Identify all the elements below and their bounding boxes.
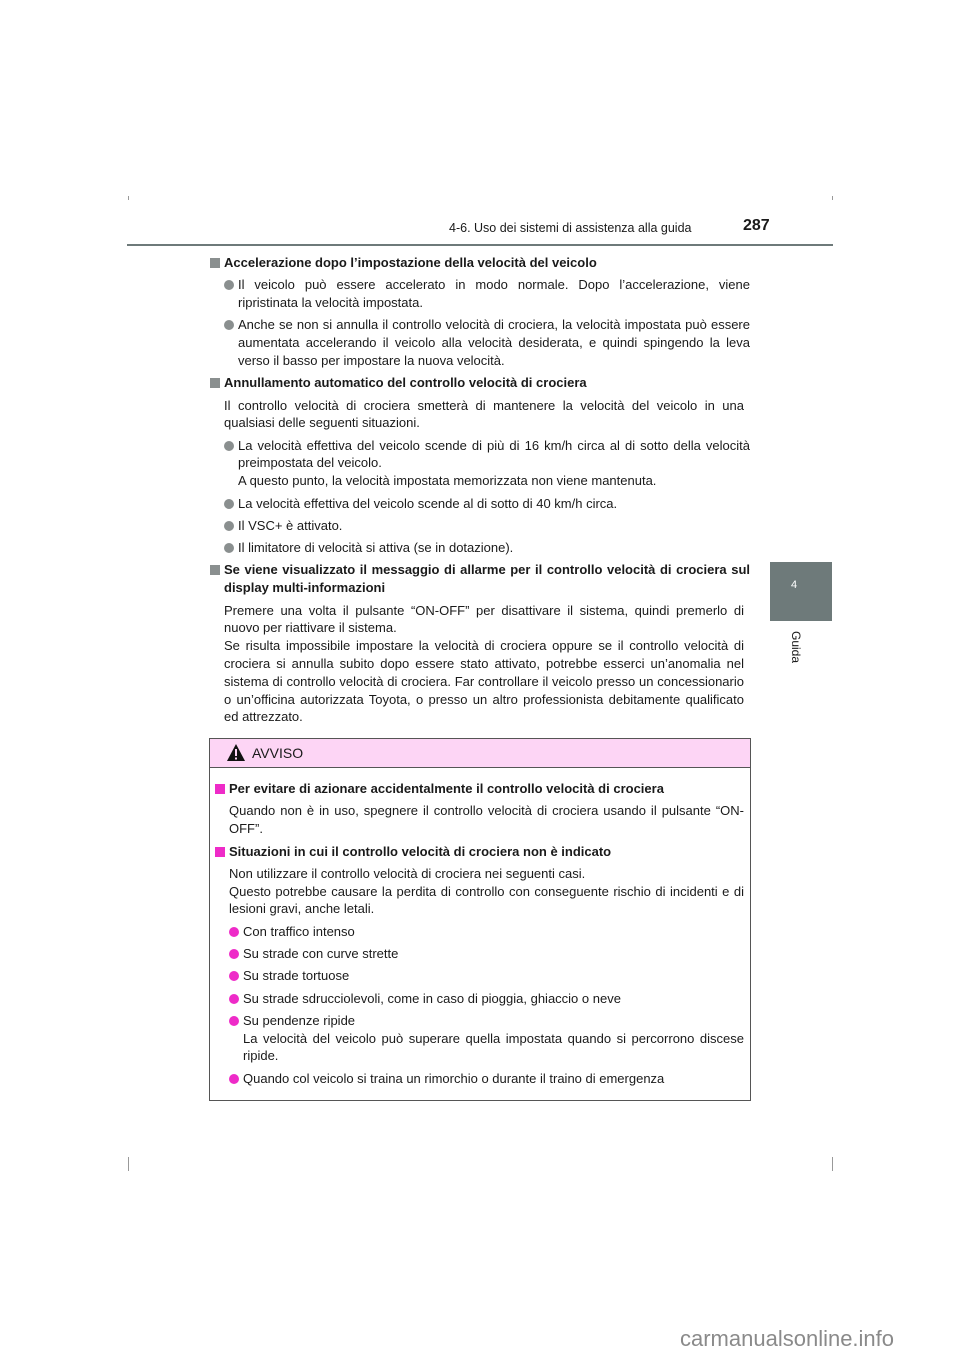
bullet-item: La velocità effettiva del veicolo scende di più di 16 km/h circa al di sotto della velocità preimpostata del veicolo. A questo punto, la velocità impostata memorizzata non viene mantenuta. xyxy=(210,437,750,490)
round-bullet-icon xyxy=(224,521,234,531)
round-bullet-icon xyxy=(229,927,239,937)
round-bullet-icon xyxy=(229,971,239,981)
warning-title: AVVISO xyxy=(252,745,304,762)
paragraph: Non utilizzare il controllo velocità di crociera nei seguenti casi. Questo potrebbe causare la perdita di controllo con conseguente rischio di incidenti e di lesioni gravi, anche letali. xyxy=(229,865,744,917)
square-bullet-icon xyxy=(210,565,220,575)
round-bullet-icon xyxy=(229,1016,239,1026)
heading: Annullamento automatico del controllo velocità di crociera xyxy=(210,374,750,392)
paragraph: Il controllo velocità di crociera smetterà di mantenere la velocità del veicolo in una qualsiasi delle seguenti situazioni. xyxy=(224,397,744,431)
bullet-item: Il limitatore di velocità si attiva (se in dotazione). xyxy=(210,539,750,557)
round-bullet-icon xyxy=(229,949,239,959)
crop-mark xyxy=(832,196,833,200)
bullet-item: Su strade con curve strette xyxy=(215,945,744,963)
bullet-item: Su strade tortuose xyxy=(215,967,744,985)
watermark: carmanualsonline.info xyxy=(680,1326,895,1351)
heading: Accelerazione dopo l’impostazione della velocità del veicolo xyxy=(210,254,750,272)
main-content xyxy=(210,254,750,1101)
square-bullet-icon xyxy=(210,258,220,268)
crop-mark xyxy=(128,196,129,200)
round-bullet-icon xyxy=(224,320,234,330)
paragraph: Premere una volta il pulsante “ON-OFF” per disattivare il sistema, quindi premerlo di nuovo per riattivare il sistema. Se risulta impossibile impostare la velocità di crociera oppure se il controllo velocità di crociera si annulla subito dopo essere stato attivato, potrebbe esserci un’anomalia nel sistema di controllo velocità di crociera. Far controllare il veicolo presso un concessionario o un’officina autorizzata Toyota, o presso un altro professionista debitamente qualificato ed attrezzato. xyxy=(224,602,744,725)
chapter-tab xyxy=(770,562,832,621)
round-bullet-icon xyxy=(229,1074,239,1084)
warning-triangle-icon xyxy=(226,743,246,762)
chapter-number: 4 xyxy=(791,579,798,591)
bullet-item: Con traffico intenso xyxy=(215,923,744,941)
round-bullet-icon xyxy=(229,994,239,1004)
heading: Se viene visualizzato il messaggio di allarme per il controllo velocità di crociera sul display multi-informazioni xyxy=(210,561,750,597)
warning-body xyxy=(210,768,750,1100)
bullet-item: Il veicolo può essere accelerato in modo normale. Dopo l’accelerazione, viene ripristinata la velocità impostata. xyxy=(210,276,750,312)
bullet-item: La velocità effettiva del veicolo scende al di sotto di 40 km/h circa. xyxy=(210,495,750,513)
page-number: 287 xyxy=(743,217,770,234)
paragraph: Quando non è in uso, spegnere il controllo velocità di crociera usando il pulsante “ON-OFF”. xyxy=(229,803,744,837)
section-title: 4-6. Uso dei sistemi di assistenza alla guida xyxy=(449,221,692,235)
round-bullet-icon xyxy=(224,499,234,509)
bullet-item: Su pendenze ripide La velocità del veicolo può superare quella impostata quando si percorrono discese ripide. xyxy=(215,1012,744,1065)
heading: Situazioni in cui il controllo velocità di crociera non è indicato xyxy=(215,843,744,861)
square-bullet-icon xyxy=(215,847,225,857)
warning-box xyxy=(209,738,751,1101)
warning-header xyxy=(210,739,750,768)
bullet-item: Quando col veicolo si traina un rimorchio o durante il traino di emergenza xyxy=(215,1070,744,1088)
heading: Per evitare di azionare accidentalmente il controllo velocità di crociera xyxy=(215,780,744,798)
chapter-label: Guida xyxy=(789,630,804,664)
round-bullet-icon xyxy=(224,441,234,451)
square-bullet-icon xyxy=(210,378,220,388)
round-bullet-icon xyxy=(224,543,234,553)
crop-mark xyxy=(832,1157,833,1171)
crop-mark xyxy=(128,1157,129,1171)
bullet-item: Anche se non si annulla il controllo velocità di crociera, la velocità impostata può essere aumentata accelerando il veicolo alla velocità desiderata, e quindi spingendo la leva verso il basso per impostare la nuova velocità. xyxy=(210,316,750,369)
round-bullet-icon xyxy=(224,280,234,290)
square-bullet-icon xyxy=(215,784,225,794)
bullet-item: Su strade sdrucciolevoli, come in caso di pioggia, ghiaccio o neve xyxy=(215,990,744,1008)
bullet-item: Il VSC+ è attivato. xyxy=(210,517,750,535)
header-rule xyxy=(127,244,833,246)
